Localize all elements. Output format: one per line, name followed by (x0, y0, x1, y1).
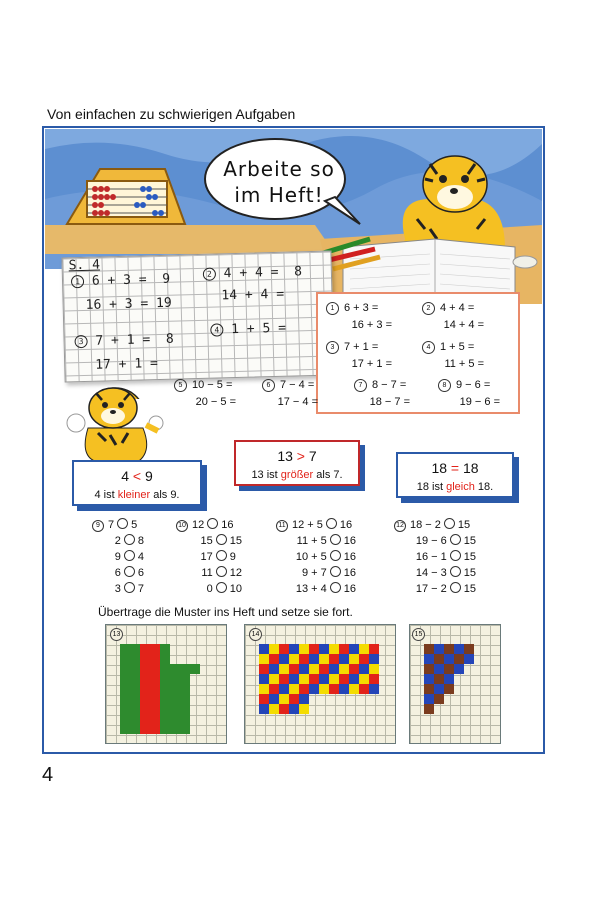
exercise-1: 1 6 + 3 = 16 + 3 = (326, 300, 392, 334)
compare-column-9: 9 7 5 2 8 9 4 6 6 3 7 (92, 517, 144, 597)
exercise-4: 4 1 + 5 = 11 + 5 = (422, 339, 484, 373)
exercise-5: 5 10 − 5 = 20 − 5 = (174, 377, 236, 411)
notebook-line: 1 6 + 3 = 9 (71, 272, 170, 290)
speech-line-1: Arbeite so (223, 157, 335, 181)
notebook-line: 2 4 + 4 = 8 (203, 264, 302, 282)
equal-box: 18 = 18 18 ist gleich 18. (396, 452, 514, 498)
notebook-line: 16 + 3 = 19 (85, 295, 172, 313)
exercise-3: 3 7 + 1 = 17 + 1 = (326, 339, 392, 373)
pattern-number-13: 13 (110, 628, 123, 641)
exercise-8: 8 9 − 6 = 19 − 6 = (438, 377, 500, 411)
speech-line-2: im Heft! (234, 183, 324, 207)
notebook-line: 3 7 + 1 = 8 (74, 332, 173, 350)
page-heading: Von einfachen zu schwierigen Aufgaben (47, 106, 296, 122)
pattern-instruction: Übertrage die Muster ins Heft und setze sie fort. (98, 605, 353, 619)
exercise-7: 7 8 − 7 = 18 − 7 = (354, 377, 410, 411)
notebook-line: 17 + 1 = (95, 356, 159, 373)
compare-column-11: 11 12 + 5 16 11 + 5 16 10 + 5 16 9 + 7 16 13 + 4 16 (276, 517, 356, 597)
exercise-6: 6 7 − 4 = 17 − 4 = (262, 377, 318, 411)
pattern-number-14: 14 (249, 628, 262, 641)
compare-column-12: 12 18 − 2 15 19 − 6 15 16 − 1 15 14 − 3 15 17 − 2 15 (394, 517, 476, 597)
less-than-box: 4 < 9 4 ist kleiner als 9. (72, 460, 202, 506)
page-number: 4 (42, 764, 54, 786)
compare-column-10: 10 12 16 15 15 17 9 11 12 0 10 (176, 517, 242, 597)
notebook-label: S. 4 (68, 257, 101, 274)
content-frame (42, 126, 545, 754)
exercise-2: 2 4 + 4 = 14 + 4 = (422, 300, 484, 334)
notebook-line: 14 + 4 = (221, 286, 285, 304)
notebook-line: 4 1 + 5 = (210, 321, 286, 338)
greater-than-box: 13 > 7 13 ist größer als 7. (234, 440, 360, 486)
pattern-number-15: 15 (412, 628, 425, 641)
